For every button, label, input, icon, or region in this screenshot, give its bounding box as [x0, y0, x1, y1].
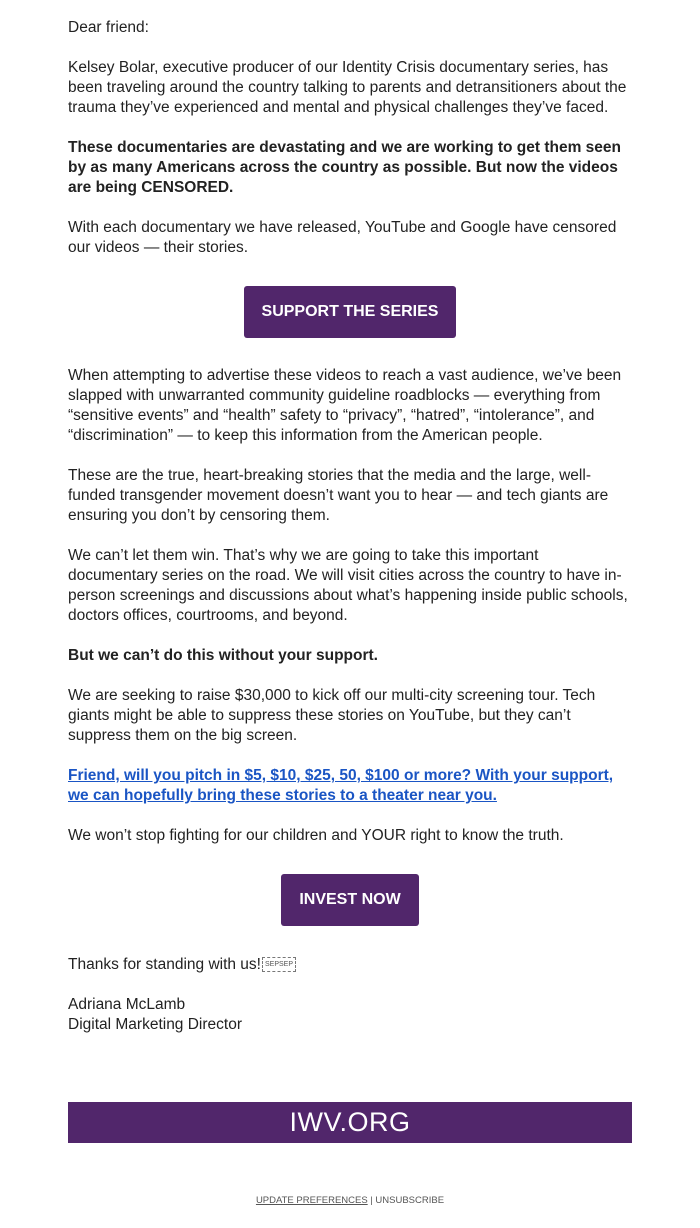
road-tour-paragraph: We can’t let them win. That’s why we are going to take this important documentary series on the road. We will visit cities across the country to have in-person screenings and discussions about what’s happening inside public schools, doctors offices, courtrooms, and beyond.: [68, 547, 628, 624]
youtube-paragraph: With each documentary we have released, YouTube and Google have censored our videos — their stories.: [68, 219, 617, 256]
roadblocks-paragraph: When attempting to advertise these videos to reach a vast audience, we’ve been slapped with unwarranted community guideline roadblocks — everything from “sensitive events” and “health” safety to “privacy”, “hatred”, “intolerance”, and “discrimination” — to keep this information from the American people.: [68, 367, 622, 444]
placeholder-glyph-icon: SEPSEP: [262, 957, 296, 972]
invest-button-wrap: [68, 874, 632, 926]
iwv-logo-banner[interactable]: IWV.ORG: [68, 1102, 632, 1143]
update-preferences-link[interactable]: UPDATE PREFERENCES: [255, 1195, 368, 1206]
email-body: [68, 18, 632, 1035]
invest-now-button[interactable]: INVEST NOW: [281, 874, 419, 926]
footer-separator: |: [370, 1195, 373, 1206]
donate-link[interactable]: Friend, will you pitch in $5, $10, $25, 50, $100 or more? With your support, we can hopefully bring these stories to a theater near you.: [68, 767, 614, 804]
thanks-line: [68, 955, 632, 975]
footer-links: [0, 1195, 700, 1206]
support-button-wrap: [68, 286, 632, 338]
signer-name: Adriana McLamb: [68, 996, 186, 1013]
signature: [68, 995, 632, 1035]
support-the-series-button[interactable]: SUPPORT THE SERIES: [244, 286, 456, 338]
unsubscribe-link[interactable]: UNSUBSCRIBE: [375, 1195, 445, 1206]
greeting: Dear friend:: [68, 19, 149, 36]
thanks-text: Thanks for standing with us!: [68, 956, 261, 973]
support-needed-paragraph: But we can’t do this without your support.: [68, 647, 378, 664]
closing-paragraph: We won’t stop fighting for our children and YOUR right to know the truth.: [68, 827, 564, 844]
true-stories-paragraph: These are the true, heart-breaking stories that the media and the large, well-funded transgender movement doesn’t want you to hear — and tech giants are ensuring you don’t by censoring them.: [68, 467, 609, 524]
intro-paragraph: Kelsey Bolar, executive producer of our Identity Crisis documentary series, has been traveling around the country talking to parents and detransitioners about the trauma they’ve experienced and mental and physical challenges they’ve faced.: [68, 59, 627, 116]
fundraising-goal-paragraph: We are seeking to raise $30,000 to kick off our multi-city screening tour. Tech giants might be able to suppress these stories on YouTube, but they can’t suppress them on the big screen.: [68, 687, 596, 744]
signer-title: Digital Marketing Director: [68, 1016, 242, 1033]
censored-paragraph: These documentaries are devastating and we are working to get them seen by as many Americans across the country as possible. But now the videos are being CENSORED.: [68, 139, 621, 196]
donate-link-paragraph: [68, 766, 632, 806]
